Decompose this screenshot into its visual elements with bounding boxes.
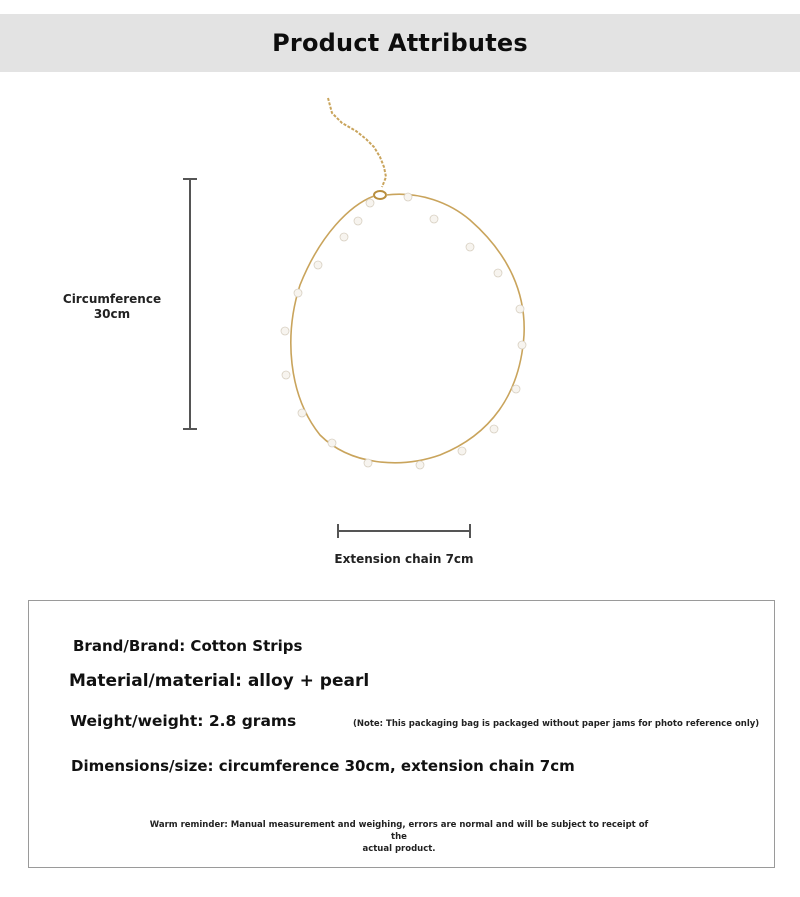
necklace-image xyxy=(270,95,540,480)
warm-reminder-line1: Warm reminder: Manual measurement and weighing, errors are normal and will be subject to receipt of the xyxy=(149,820,649,842)
circumference-label xyxy=(52,292,172,322)
dimensions-spec: Dimensions/size: circumference 30cm, extension chain 7cm xyxy=(71,757,575,775)
warm-reminder-line2: actual product. xyxy=(362,844,436,854)
packaging-note: (Note: This packaging bag is packaged without paper jams for photo reference only) xyxy=(353,719,760,729)
extension-measure-line xyxy=(337,524,471,538)
brand-spec: Brand/Brand: Cotton Strips xyxy=(73,637,303,655)
extension-label: Extension chain 7cm xyxy=(334,552,474,566)
clasp-icon xyxy=(374,191,386,199)
material-spec: Material/material: alloy + pearl xyxy=(69,671,370,691)
header-bar xyxy=(0,14,800,72)
page-title: Product Attributes xyxy=(272,29,528,57)
spec-box xyxy=(28,600,775,868)
pearls xyxy=(281,193,526,469)
circumference-label-text: Circumference xyxy=(62,292,162,306)
warm-reminder xyxy=(149,819,649,855)
circumference-value: 30cm xyxy=(93,307,131,321)
circumference-measure-line xyxy=(183,178,197,430)
weight-spec: Weight/weight: 2.8 grams xyxy=(70,712,297,730)
